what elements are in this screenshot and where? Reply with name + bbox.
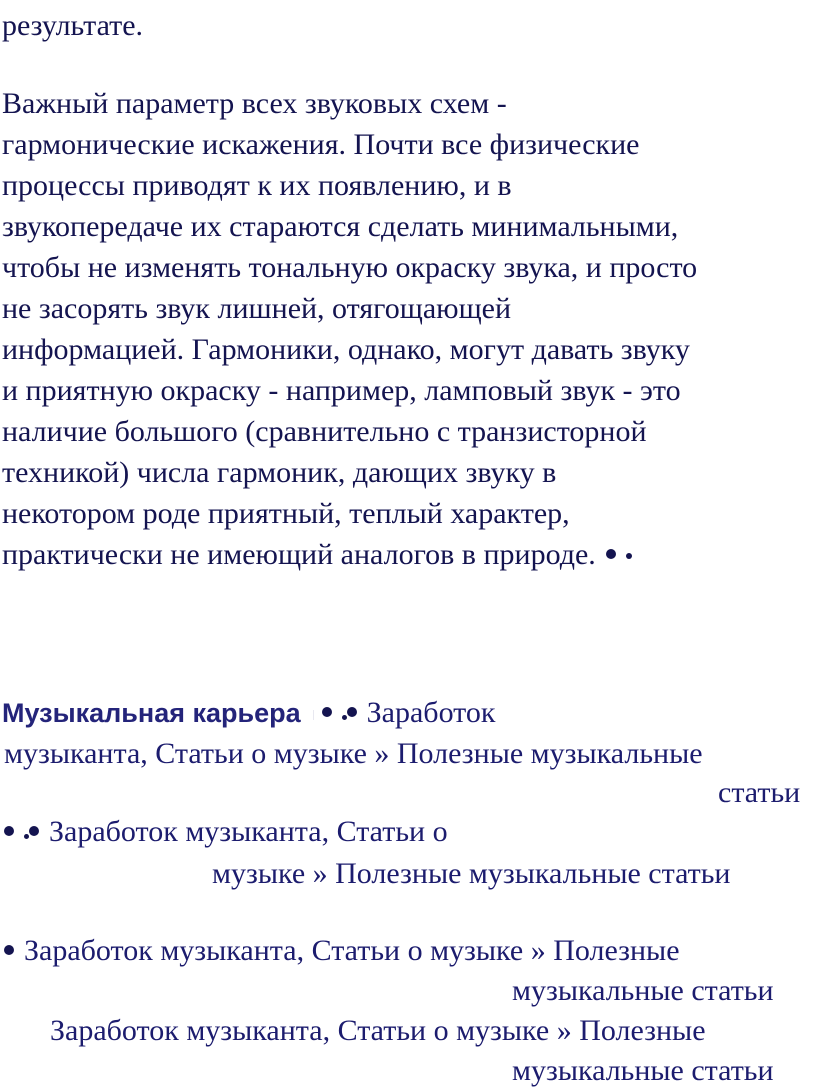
related-link[interactable]: Заработок музыканта, Статьи о музыке » Полезные bbox=[50, 1014, 706, 1047]
related-link[interactable]: Заработок музыканта, Статьи о музыке » Полезные bbox=[24, 934, 680, 967]
related-link[interactable]: музыкальные статьи bbox=[512, 1054, 774, 1087]
bullet-icon bbox=[24, 834, 29, 839]
link-row bbox=[4, 930, 680, 971]
related-link[interactable]: музыкальные статьи bbox=[512, 974, 774, 1007]
paragraph-line: процессы приводят к их появлению, и в bbox=[2, 169, 512, 202]
bullet-icon bbox=[626, 553, 632, 559]
bullet-icon bbox=[29, 826, 39, 836]
bullet-icon bbox=[4, 826, 14, 836]
paragraph-line-last bbox=[2, 534, 632, 575]
paragraph-line: наличие большого (сравнительно с транзисторной bbox=[2, 415, 647, 448]
related-link[interactable]: музыке » Полезные музыкальные статьи bbox=[212, 857, 731, 890]
paragraph-line-text: практически не имеющий аналогов в природе. bbox=[2, 538, 596, 571]
bullet-icon bbox=[606, 549, 616, 559]
bullet-icon bbox=[342, 715, 347, 720]
paragraph-line: результате. bbox=[2, 9, 144, 42]
related-link[interactable]: Заработок bbox=[366, 696, 496, 729]
paragraph-line: не засорять звук лишней, отягощающей bbox=[2, 292, 512, 325]
paragraph-line: и приятную окраску - например, ламповый звук - это bbox=[2, 374, 681, 407]
paragraph-line: звукопередаче их стараются сделать минимальными, bbox=[2, 210, 679, 243]
separator-icon bbox=[307, 710, 314, 720]
link-row-heading bbox=[2, 692, 495, 734]
bullet-icon bbox=[347, 707, 357, 717]
link-row bbox=[4, 811, 448, 852]
category-link[interactable]: Музыкальная карьера bbox=[2, 698, 301, 728]
related-link[interactable]: музыканта, Статьи о музыке » Полезные музыкальные bbox=[4, 737, 703, 770]
paragraph-line: информацией. Гармоники, однако, могут давать звуку bbox=[2, 333, 690, 366]
paragraph-line: гармонические искажения. Почти все физические bbox=[2, 128, 640, 161]
paragraph-line: чтобы не изменять тональную окраску звука, и просто bbox=[2, 251, 698, 284]
paragraph-line: некотором роде приятный, теплый характер, bbox=[2, 497, 570, 530]
paragraph-line: Важный параметр всех звуковых схем - bbox=[2, 87, 507, 120]
related-link[interactable]: статьи bbox=[718, 776, 801, 809]
bullet-icon bbox=[322, 707, 332, 717]
related-link[interactable]: Заработок музыканта, Статьи о bbox=[49, 815, 448, 848]
paragraph-line: техникой) числа гармоник, дающих звуку в bbox=[2, 456, 557, 489]
bullet-icon bbox=[4, 945, 14, 955]
